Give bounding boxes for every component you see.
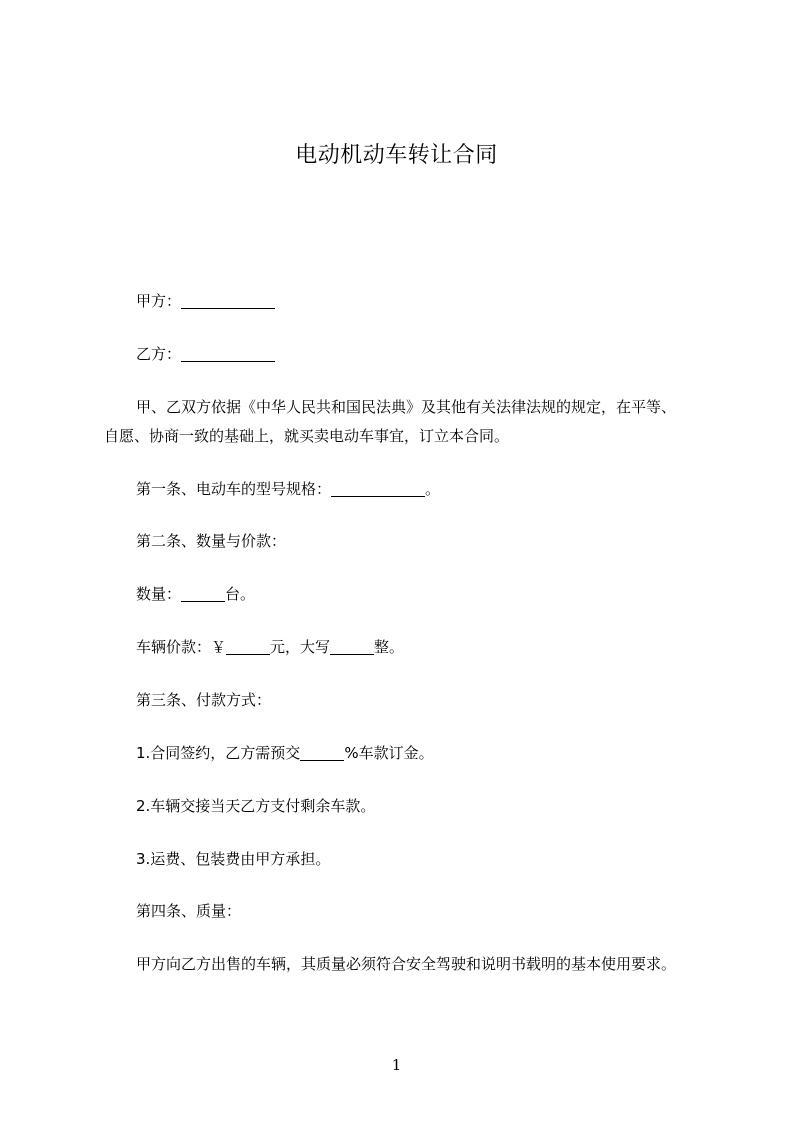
article-1-text: 第一条、电动车的型号规格： (136, 480, 332, 498)
document-title: 电动机动车转让合同 (295, 143, 498, 168)
price-number-blank (226, 638, 270, 655)
quantity-label: 数量： (136, 585, 182, 603)
quantity-unit: 台。 (225, 585, 256, 603)
article-1-suffix: 。 (425, 480, 441, 498)
payment-1-suffix: %车款订金。 (344, 744, 434, 762)
payment-1-text: 1.合同签约，乙方需预交 (136, 744, 301, 762)
price-words-blank (330, 638, 374, 655)
article-4-heading: 第四条、质量： (136, 902, 242, 920)
price-label: 车辆价款：￥ (136, 638, 227, 656)
article-3-heading: 第三条、付款方式： (136, 691, 272, 709)
quality-text: 甲方向乙方出售的车辆，其质量必须符合安全驾驶和说明书载明的基本使用要求。 (136, 955, 677, 973)
price-suffix: 整。 (374, 638, 405, 656)
model-spec-blank (331, 480, 425, 497)
party-a-label: 甲方： (136, 292, 182, 310)
price-line (104, 633, 746, 661)
quantity-line (104, 580, 746, 608)
preamble-line-2: 自愿、协商一致的基础上，就买卖电动车事宜，订立本合同。 (104, 427, 510, 445)
preamble-line-1: 甲、乙双方依据《中华人民共和国民法典》及其他有关法律法规的规定，在平等、 (136, 398, 677, 416)
party-a-line (104, 287, 746, 315)
party-b-label: 乙方： (136, 345, 182, 363)
payment-item-2: 2.车辆交接当天乙方支付剩余车款。 (136, 797, 376, 815)
quantity-blank (181, 585, 225, 602)
price-mid: 元，大写 (270, 638, 331, 656)
party-a-blank (181, 292, 275, 309)
article-1-line (104, 475, 746, 503)
party-b-blank (181, 345, 275, 362)
article-2-heading: 第二条、数量与价款： (136, 532, 287, 550)
payment-item-3: 3.运费、包装费由甲方承担。 (136, 850, 331, 868)
payment-item-1 (104, 739, 746, 767)
party-b-line (104, 340, 746, 368)
page-number: 1 (391, 1056, 402, 1074)
deposit-percent-blank (300, 744, 344, 761)
